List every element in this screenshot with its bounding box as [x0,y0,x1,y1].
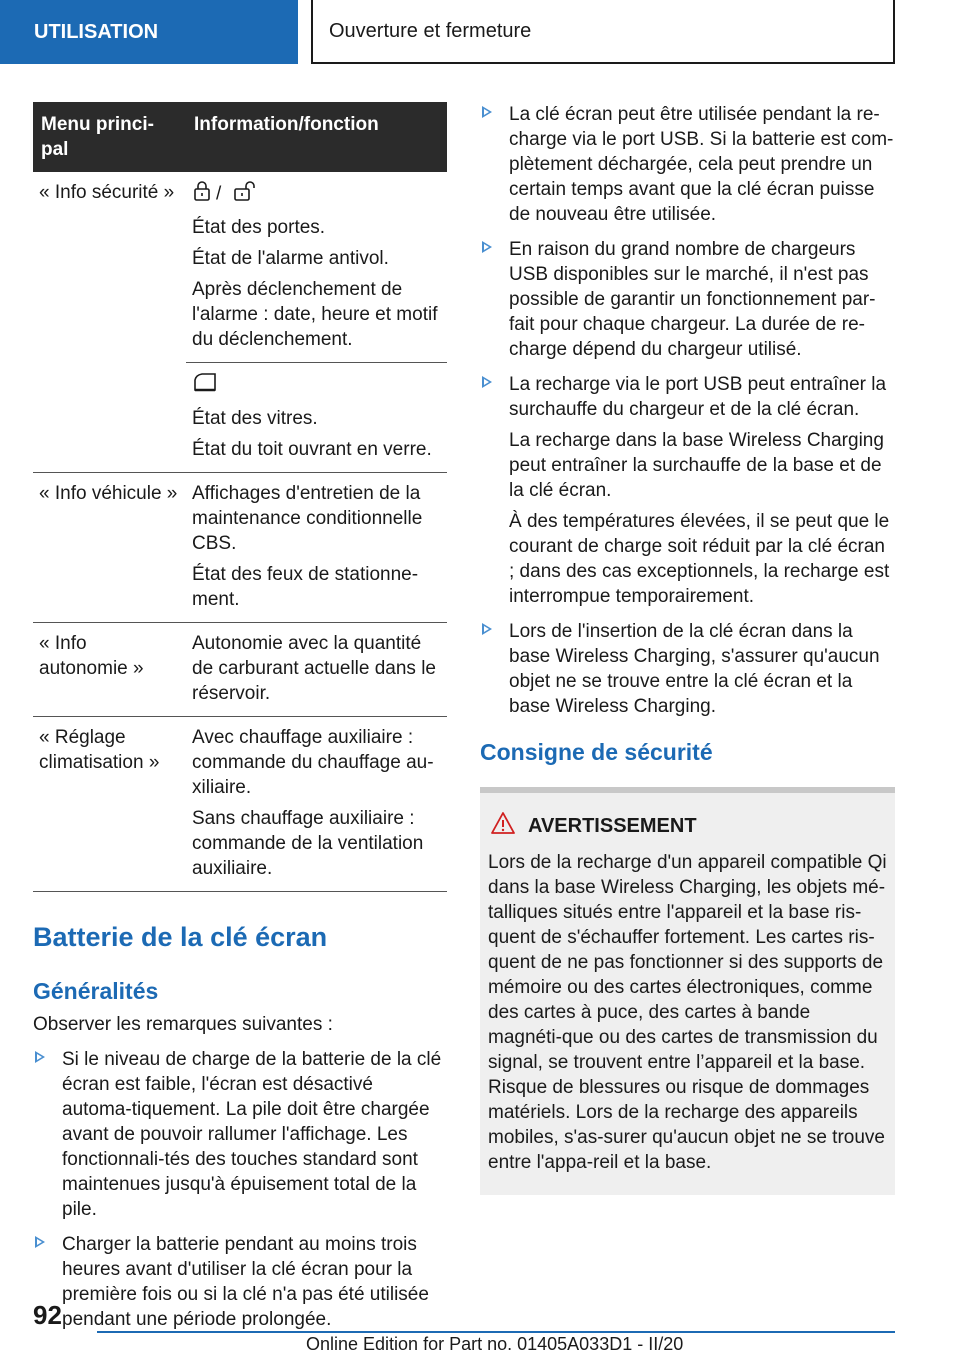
lock-open-icon [233,180,261,209]
battery-bullet-list [33,1047,447,1332]
window-icon [192,371,218,400]
warning-title [488,811,887,842]
table-header-menu: Menu princi-pal [33,102,186,172]
info-cell [186,717,447,892]
safety-heading: Consigne de sécurité [480,739,713,765]
info-line: Avec chauffage auxiliaire : commande du chauffage au-xiliaire. [192,727,434,798]
info-line: État de l'alarme antivol. [192,248,389,269]
footer-divider [97,1331,895,1333]
bullet-triangle-icon [482,623,492,635]
info-line: État des feux de stationne-ment. [192,564,419,610]
info-cell [186,172,447,363]
menu-cell: « Réglage climatisation » [33,717,186,892]
info-cell [186,473,447,623]
menu-cell: « Info sécurité » [33,172,186,473]
warning-label: AVERTISSEMENT [528,815,697,837]
table-row [33,172,447,363]
bullet-triangle-icon [482,106,492,118]
list-item: Lors de l'insertion de la clé écran dans la base Wireless Charging, s'assurer qu'aucun objet ne se trouve entre la clé écran et la base Wireless Charging. [480,619,895,719]
page-number: 92 [33,1300,62,1330]
left-column [33,102,447,1342]
table-row [33,717,447,892]
info-line: État du toit ouvrant en verre. [192,439,432,460]
table-header-info: Information/fonction [186,102,447,172]
table-row [33,473,447,623]
warning-text: Lors de la recharge d'un appareil compatible Qi dans la base Wireless Charging, les objets mé-talliques situés entre l'appareil et la base ris-quent de s'échauffer fortement. Les cartes ris-quent de ne pas fonctionner si des supports de mémoire ou des cartes électroniques, comme des cartes à puce, des cartes à bande magnéti-que ou des cartes de transmission du signal, se trouvent entre l’appareil et la base. Risque de blessures ou risque de dommages matériels. Lors de la recharge des appareils mobiles, s'as-surer qu'aucun objet ne se trouve entre l'appa-reil et la base. [488,852,887,1173]
warning-triangle-icon [490,811,516,842]
right-column [480,102,895,1195]
bullet-triangle-icon [35,1051,45,1063]
table-row [33,623,447,717]
intro-text: Observer les remarques suivantes : [33,1014,333,1035]
info-line: État des portes. [192,217,326,238]
bullet-triangle-icon [35,1236,45,1248]
info-line: État des vitres. [192,408,318,429]
info-line: Après déclenchement de l'alarme : date, heure et motif du déclenchement. [192,279,438,350]
menu-info-table [33,102,447,892]
info-line: Sans chauffage auxiliaire : commande de la ventilation auxiliaire. [192,808,424,879]
lock-closed-icon [192,180,212,209]
bullet-triangle-icon [482,241,492,253]
list-item: Si le niveau de charge de la batterie de la clé écran est faible, l'écran est désactivé automa-tiquement. La pile doit être chargée avant de pouvoir rallumer l'affichage. Les fonctionnali-tés des touches standard sont maintenues jusqu'à épuisement total de la pile. [33,1047,447,1222]
footer-edition: Online Edition for Part no. 01405A033D1 - II/20 [306,1334,684,1354]
subsection-title: Ouverture et fermeture [311,0,895,64]
list-item: En raison du grand nombre de chargeurs USB disponibles sur le marché, il n'est pas possible de garantir un fonctionnement par-fait pour chaque chargeur. La durée de re-charge dépend du chargeur utilisé. [480,237,895,362]
info-line: Autonomie avec la quantité de carburant actuelle dans le réservoir. [192,633,436,704]
list-item: La clé écran peut être utilisée pendant la re-charge via le port USB. Si la batterie est com-plètement déchargée, cela peut prendre un certain temps avant que la clé écran puisse de nouveau être utilisée. [480,102,895,227]
list-item: La recharge via le port USB peut entraîner la surchauffe du chargeur et de la clé écran. La recharge dans la base Wireless Charging peut entraîner la surchauffe de la base et de la clé écran. À des températures élevées, il se peut que le courant de charge soit réduit par la clé écran ; dans des cas exceptionnels, la recharge est interrompue temporairement. [480,372,895,609]
menu-cell: « Info autonomie » [33,623,186,717]
menu-cell: « Info véhicule » [33,473,186,623]
info-line: Affichages d'entretien de la maintenance conditionnelle CBS. [192,483,423,554]
warning-box [480,787,895,1195]
info-cell [186,363,447,473]
charging-bullet-list [480,102,895,719]
icon-separator: / [216,183,222,205]
list-item: Charger la batterie pendant au moins trois heures avant d'utiliser la clé écran pour la première fois ou si la clé n'a pas été utilisée pendant une période prolongée. [33,1232,447,1332]
section-tab: UTILISATION [0,0,298,64]
subsection-heading: Généralités [33,978,159,1004]
info-cell [186,623,447,717]
bullet-triangle-icon [482,376,492,388]
section-heading: Batterie de la clé écran [33,922,328,952]
page-header [0,0,960,70]
